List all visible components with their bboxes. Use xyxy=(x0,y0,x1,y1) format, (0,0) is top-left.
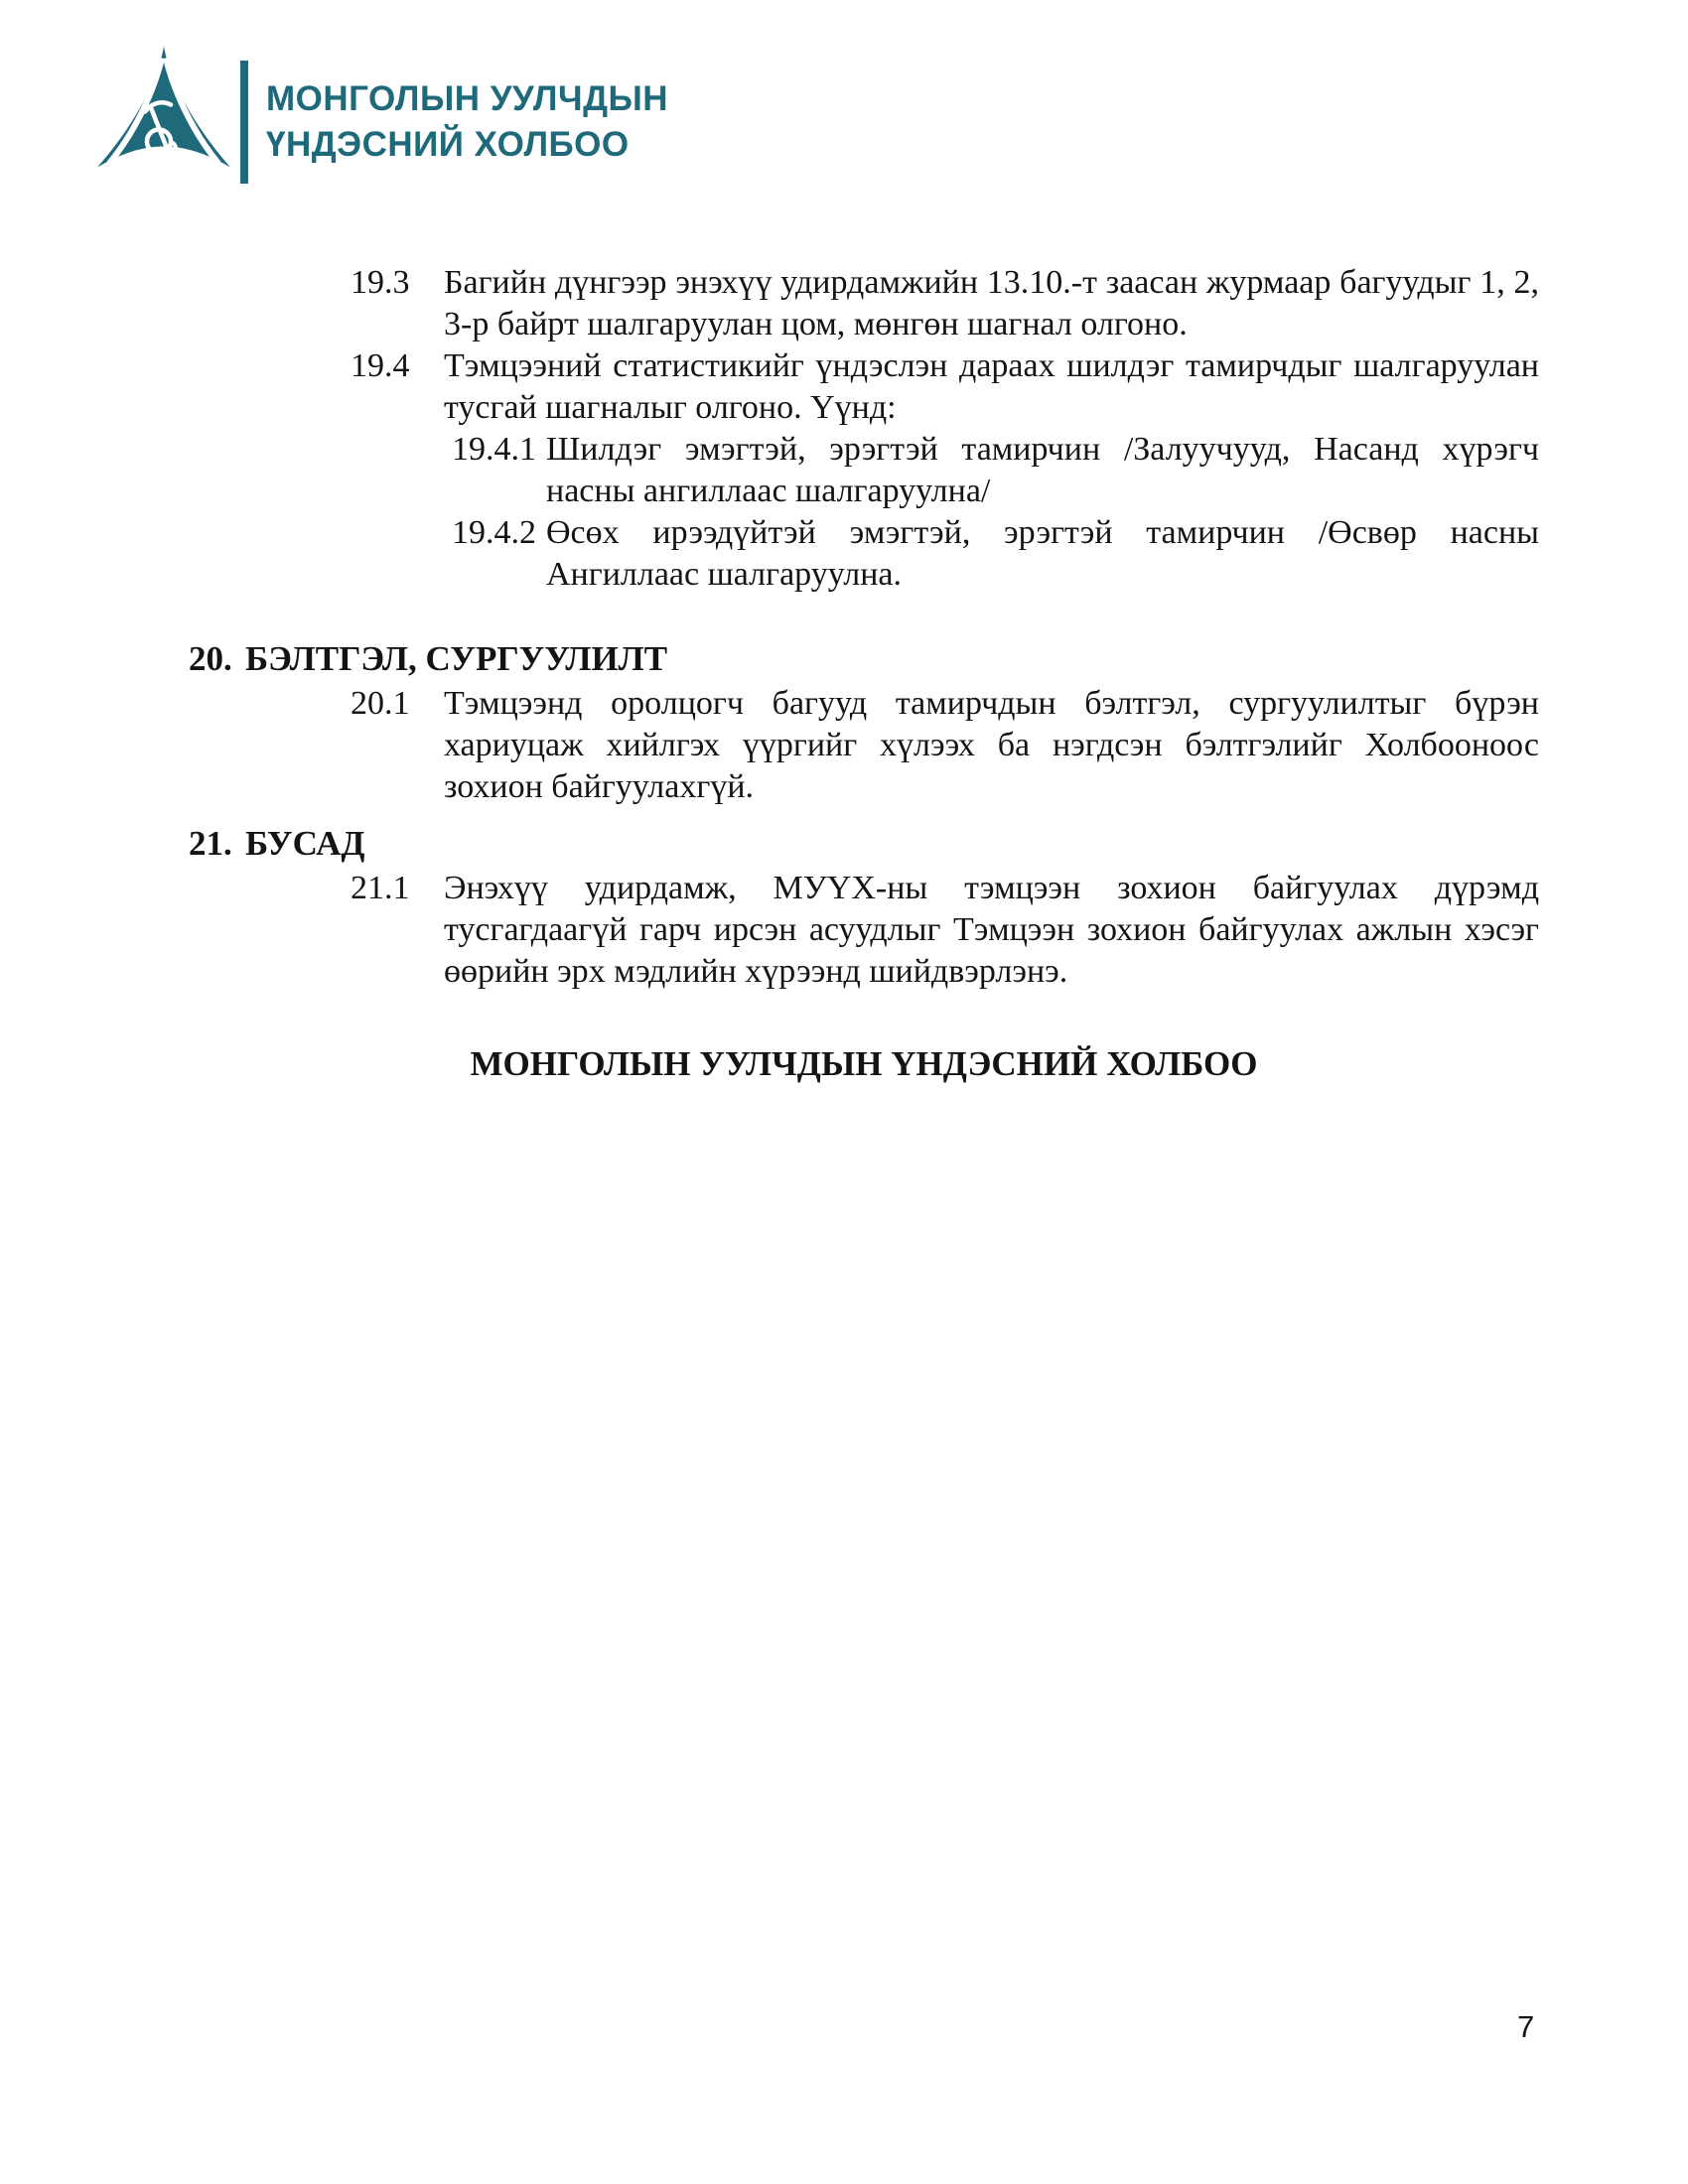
mountain-logo-icon xyxy=(89,40,238,204)
page-number: 7 xyxy=(1517,2009,1535,2044)
section-number: 20. xyxy=(189,639,232,678)
document-body xyxy=(189,262,1539,1086)
closing-statement: МОНГОЛЫН УУЛЧДЫН ҮНДЭСНИЙ ХОЛБОО xyxy=(470,1044,1258,1083)
clause-19-3 xyxy=(189,262,1539,345)
clause-number: 19.4.2 xyxy=(452,514,536,551)
organization-name xyxy=(266,76,668,168)
clause-number: 19.4.1 xyxy=(452,431,536,468)
clause-21-1 xyxy=(189,868,1539,993)
clause-number: 21.1 xyxy=(351,870,410,906)
clause-number: 19.4 xyxy=(351,347,410,384)
clause-text: Тэмцээний статистикийг үндэслэн дараах шилдэг тамирчдыг шалгаруулан тусгай шагналыг олгоно. Үүнд: xyxy=(444,347,1539,426)
section-title: БУСАД xyxy=(245,824,365,863)
clause-number: 19.3 xyxy=(351,264,410,301)
clause-text: Тэмцээнд оролцогч багууд тамирчдын бэлтгэл, сургуулилтыг бүрэн хариуцаж хийлгэх үүргийг хүлээх ба нэгдсэн бэлтгэлийг Холбооноос зохион байгуулахгүй. xyxy=(444,685,1539,805)
clause-19-4-2 xyxy=(189,512,1539,596)
section-20-heading xyxy=(189,635,1539,683)
section-21-heading xyxy=(189,820,1539,868)
clause-number: 20.1 xyxy=(351,685,410,722)
clause-20-1 xyxy=(189,683,1539,808)
clause-text: Энэхүү удирдамж, МУҮХ-ны тэмцээн зохион байгуулах дүрэмд тусгагдаагүй гарч ирсэн асуудлыг Тэмцээн зохион байгуулах ажлын хэсэг өөрийн эрх мэдлийн хүрээнд шийдвэрлэнэ. xyxy=(444,870,1539,990)
clause-text: Шилдэг эмэгтэй, эрэгтэй тамирчин /Залуучууд, Насанд хүрэгч насны ангиллаас шалгаруулна/ xyxy=(546,431,1539,509)
clause-19-4-1 xyxy=(189,429,1539,512)
clause-text: Багийн дүнгээр энэхүү удирдамжийн 13.10.-т заасан журмаар багуудыг 1, 2, 3-р байрт шалгаруулан цом, мөнгөн шагнал олгоно. xyxy=(444,264,1539,342)
section-number: 21. xyxy=(189,824,232,863)
section-title: БЭЛТГЭЛ, СУРГУУЛИЛТ xyxy=(245,639,668,678)
organization-logo xyxy=(89,40,668,204)
organization-name-line2: ҮНДЭСНИЙ ХОЛБОО xyxy=(266,124,630,164)
organization-name-line1: МОНГОЛЫН УУЛЧДЫН xyxy=(266,78,669,118)
clause-19-4 xyxy=(189,345,1539,429)
logo-divider xyxy=(240,61,248,184)
clause-text: Өсөх ирээдүйтэй эмэгтэй, эрэгтэй тамирчин /Өсвөр насны Ангиллаас шалгаруулна. xyxy=(546,514,1539,593)
